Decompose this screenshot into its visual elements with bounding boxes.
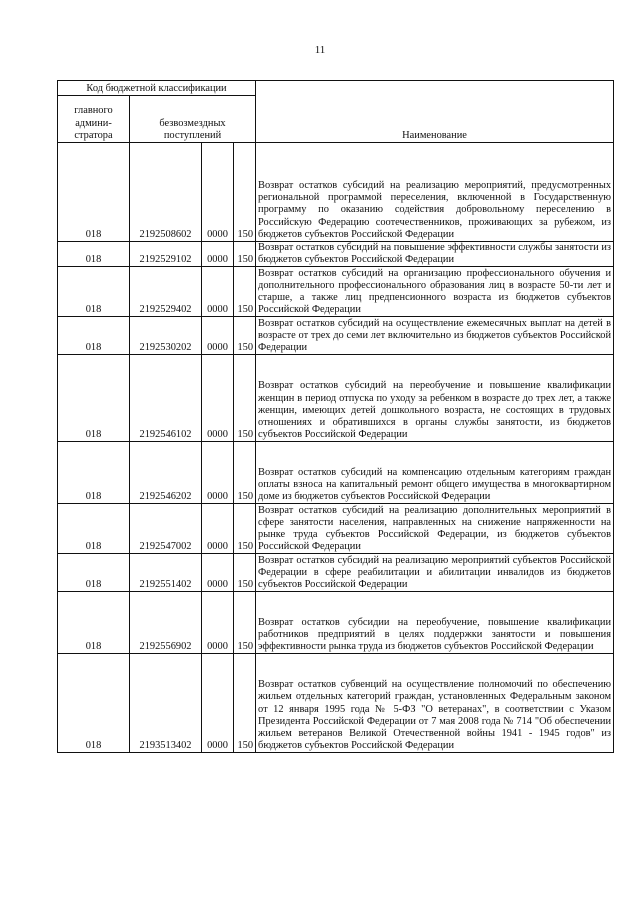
header-admin: главного админи-стратора <box>58 96 130 143</box>
economic-code-cell: 150 <box>234 504 256 554</box>
table-row <box>58 267 614 317</box>
economic-code-cell: 150 <box>234 654 256 753</box>
table-row <box>58 654 614 753</box>
revenue-code-cell: 2192556902 <box>130 592 202 654</box>
header-code-group: Код бюджетной классификации <box>58 81 256 96</box>
revenue-code-cell: 2192546202 <box>130 442 202 504</box>
program-code-cell: 0000 <box>202 554 234 592</box>
revenue-code-cell: 2192508602 <box>130 143 202 242</box>
economic-code-cell: 150 <box>234 242 256 267</box>
revenue-code-cell: 2192551402 <box>130 554 202 592</box>
description-cell: Возврат остатков субсидий на повышение эффективности службы занятости из бюджетов субъектов Российской Федерации <box>256 242 614 267</box>
revenue-code-cell: 2192547002 <box>130 504 202 554</box>
economic-code-cell: 150 <box>234 355 256 442</box>
table-row <box>58 442 614 504</box>
economic-code-cell: 150 <box>234 554 256 592</box>
admin-code-cell: 018 <box>58 554 130 592</box>
program-code-cell: 0000 <box>202 143 234 242</box>
revenue-code-cell: 2192530202 <box>130 317 202 355</box>
program-code-cell: 0000 <box>202 317 234 355</box>
admin-code-cell: 018 <box>58 442 130 504</box>
admin-code-cell: 018 <box>58 504 130 554</box>
revenue-code-cell: 2192529402 <box>130 267 202 317</box>
header-name: Наименование <box>256 81 614 143</box>
admin-code-cell: 018 <box>58 654 130 753</box>
program-code-cell: 0000 <box>202 592 234 654</box>
description-cell: Возврат остатков субсидий на переобучение и повышение квалификации женщин в период отпуска по уходу за ребенком в возрасте до трех лет, а также женщин, имеющих детей дошкольного возраста, не состоящих в трудовых отношениях и обратившихся в органы службы занятости, из бюджетов субъектов Российской Федерации <box>256 355 614 442</box>
budget-classification-table <box>57 80 614 753</box>
program-code-cell: 0000 <box>202 442 234 504</box>
program-code-cell: 0000 <box>202 267 234 317</box>
economic-code-cell: 150 <box>234 317 256 355</box>
revenue-code-cell: 2193513402 <box>130 654 202 753</box>
table-row <box>58 355 614 442</box>
description-cell: Возврат остатков субвенций на осуществление полномочий по обеспечению жильем отдельных категорий граждан, установленных Федеральным законом от 12 января 1995 года № 5-ФЗ "О ветеранах", в соответствии с Указом Президента Российской Федерации от 7 мая 2008 года № 714 "Об обеспечении жильем ветеранов Великой Отечественной войны 1941 - 1945 годов" из бюджетов субъектов Российской Федерации <box>256 654 614 753</box>
economic-code-cell: 150 <box>234 143 256 242</box>
table-row <box>58 554 614 592</box>
description-cell: Возврат остатков субсидий на компенсацию отдельным категориям граждан оплаты взноса на капитальный ремонт общего имущества в многоквартирном доме из бюджетов субъектов Российской Федерации <box>256 442 614 504</box>
admin-code-cell: 018 <box>58 592 130 654</box>
description-cell: Возврат остатков субсидий на организацию профессионального обучения и дополнительного профессионального образования лиц в возрасте 50-ти лет и старше, а также лиц предпенсионного возраста из бюджетов субъектов Российской Федерации <box>256 267 614 317</box>
program-code-cell: 0000 <box>202 504 234 554</box>
admin-code-cell: 018 <box>58 267 130 317</box>
description-cell: Возврат остатков субсидий на реализацию мероприятий, предусмотренных региональной программой переселения, включенной в Государственную программу по оказанию содействия добровольному переселению в Российскую Федерацию соотечественников, проживающих за рубежом, из бюджетов субъектов Российской Федерации <box>256 143 614 242</box>
admin-code-cell: 018 <box>58 355 130 442</box>
program-code-cell: 0000 <box>202 654 234 753</box>
table-row <box>58 317 614 355</box>
economic-code-cell: 150 <box>234 442 256 504</box>
admin-code-cell: 018 <box>58 242 130 267</box>
table-row <box>58 504 614 554</box>
description-cell: Возврат остатков субсидии на переобучение, повышение квалификации работников предприятий в целях поддержки занятости и повышения эффективности рынка труда из бюджетов субъектов Российской Федерации <box>256 592 614 654</box>
header-revenue: безвозмездных поступлений <box>130 96 256 143</box>
economic-code-cell: 150 <box>234 592 256 654</box>
table-row <box>58 242 614 267</box>
page-number: 11 <box>314 44 326 56</box>
table-row <box>58 143 614 242</box>
description-cell: Возврат остатков субсидий на реализацию мероприятий субъектов Российской Федерации в сфере реабилитации и абилитации инвалидов из бюджетов субъектов Российской Федерации <box>256 554 614 592</box>
program-code-cell: 0000 <box>202 242 234 267</box>
economic-code-cell: 150 <box>234 267 256 317</box>
program-code-cell: 0000 <box>202 355 234 442</box>
description-cell: Возврат остатков субсидий на осуществление ежемесячных выплат на детей в возрасте от трех до семи лет включительно из бюджетов субъектов Российской Федерации <box>256 317 614 355</box>
admin-code-cell: 018 <box>58 317 130 355</box>
admin-code-cell: 018 <box>58 143 130 242</box>
revenue-code-cell: 2192546102 <box>130 355 202 442</box>
revenue-code-cell: 2192529102 <box>130 242 202 267</box>
table-row <box>58 592 614 654</box>
description-cell: Возврат остатков субсидий на реализацию дополнительных мероприятий в сфере занятости населения, направленных на снижение напряженности на рынке труда субъектов Российской Федерации, из бюджетов субъектов Российской Федерации <box>256 504 614 554</box>
